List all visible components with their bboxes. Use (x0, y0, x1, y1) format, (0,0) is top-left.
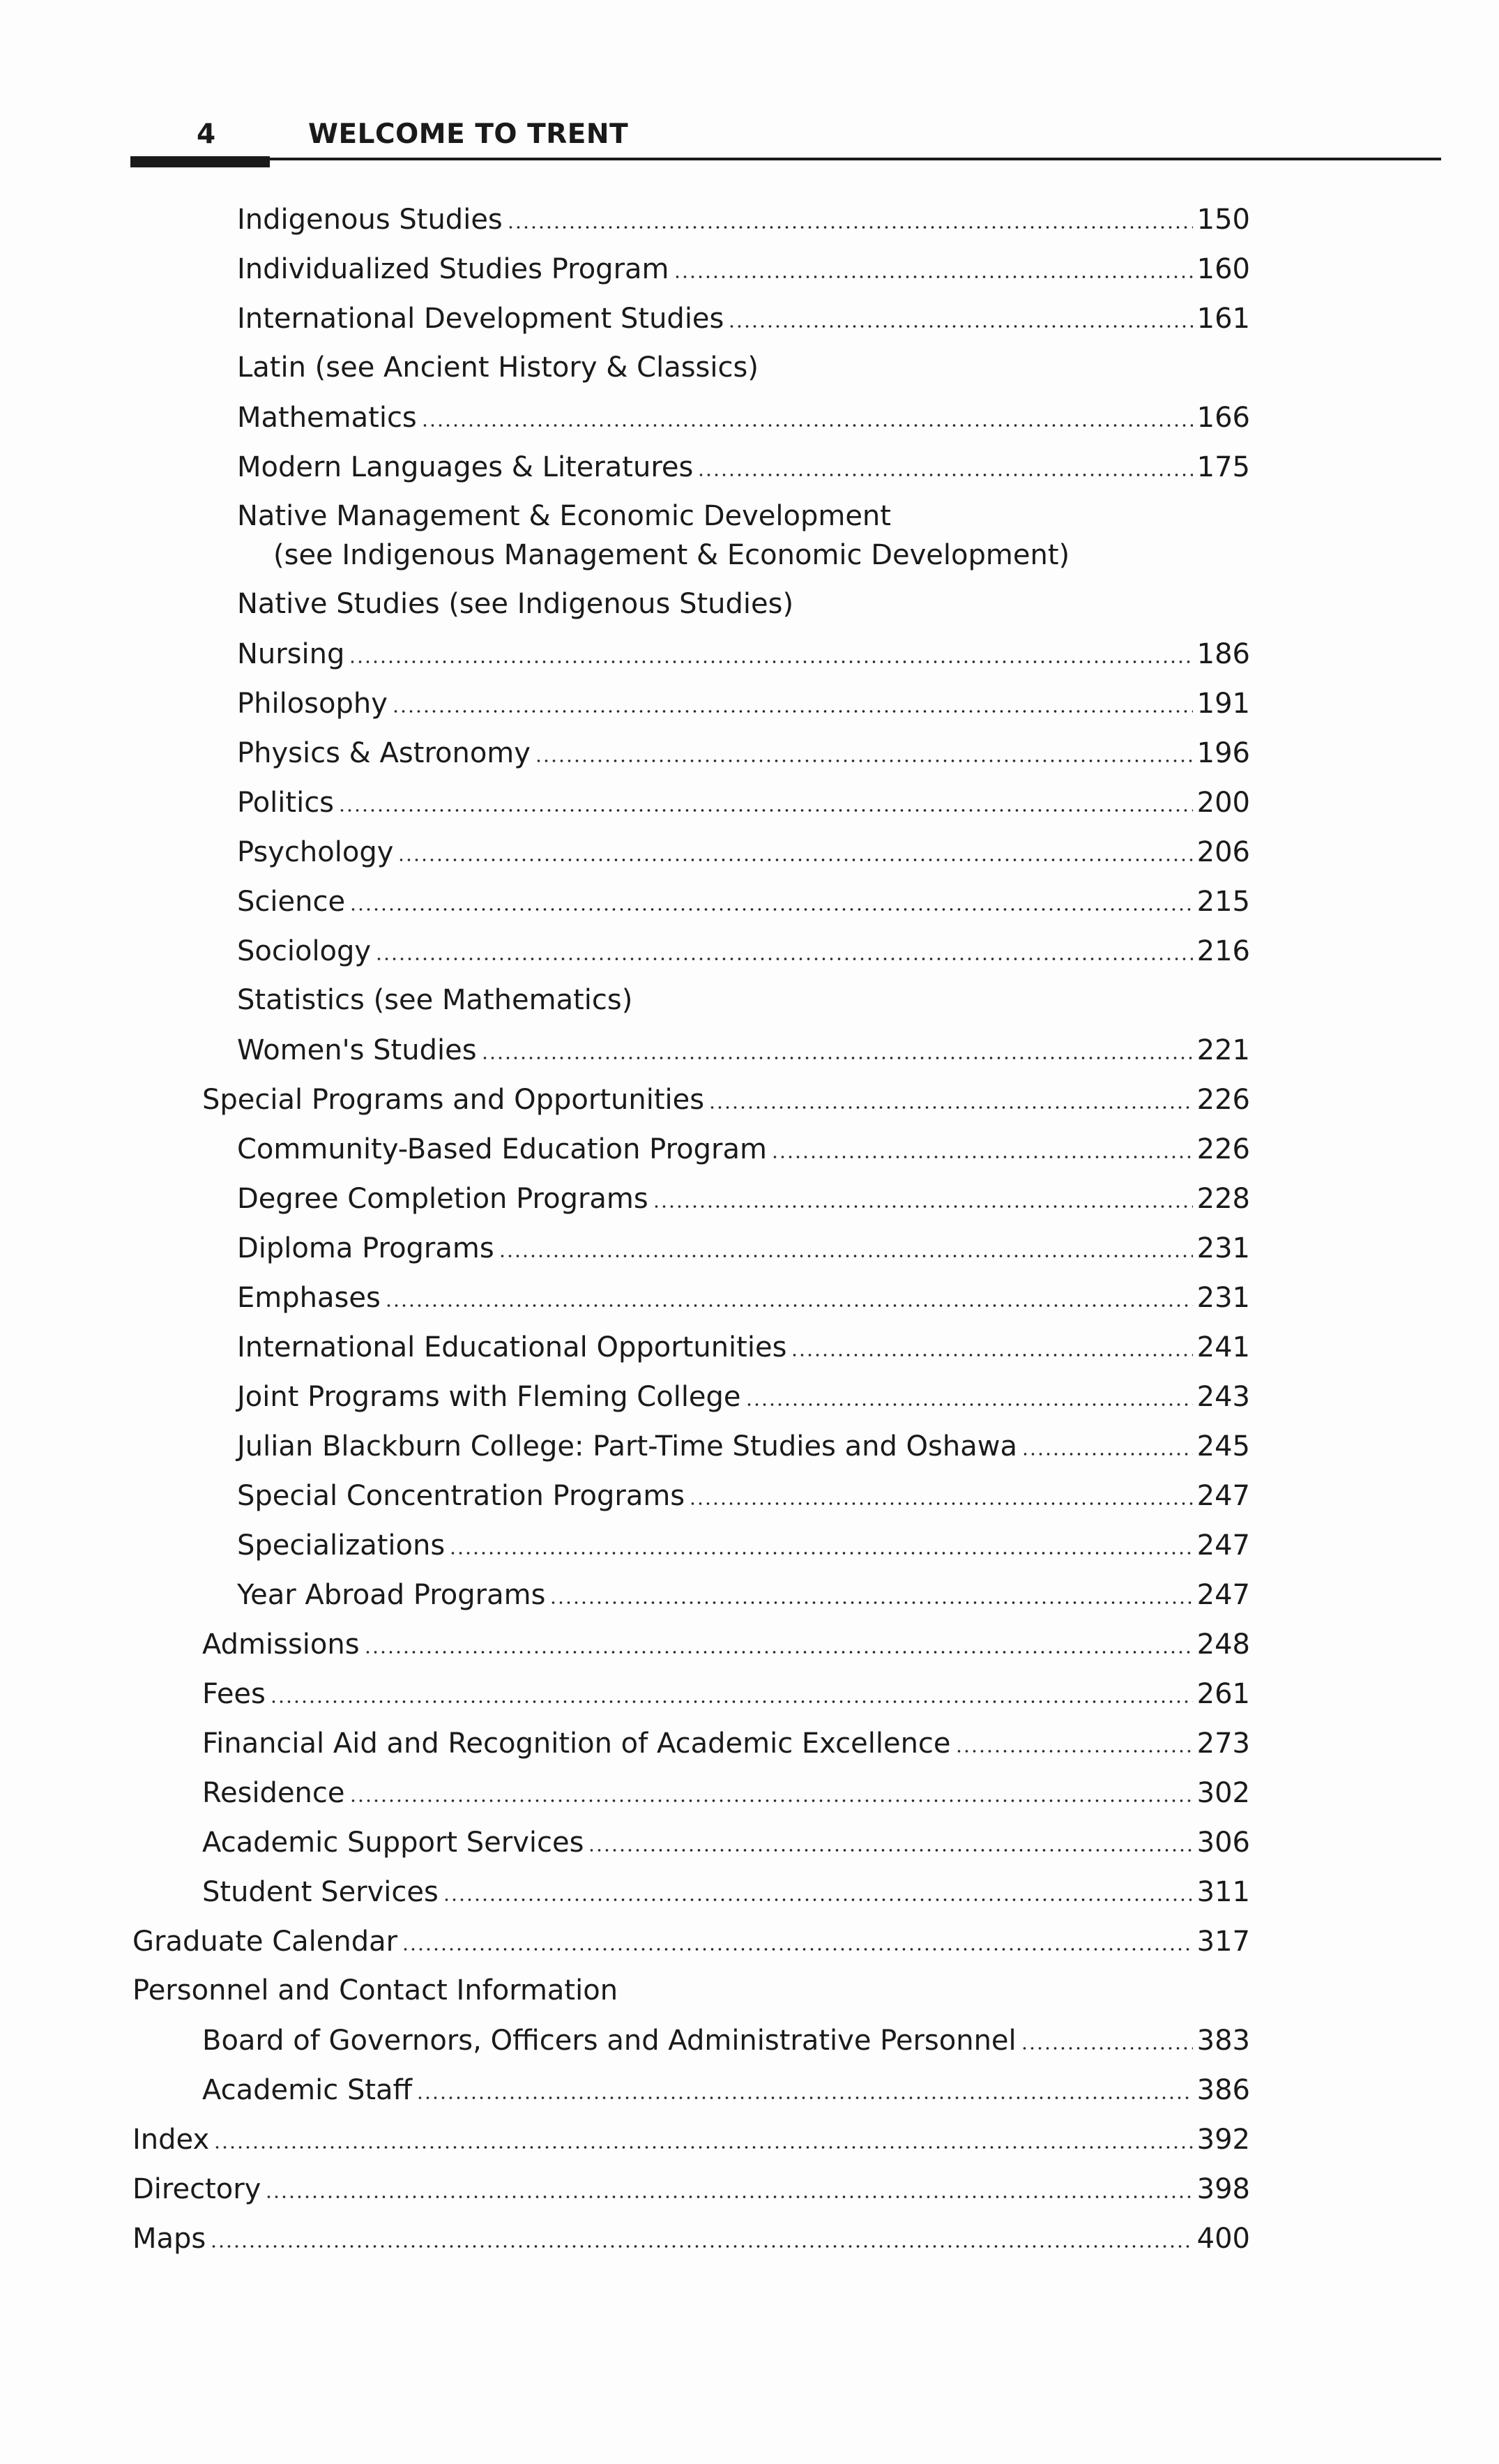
dot-leader (588, 1824, 1192, 1852)
toc-entry-page: 226 (1196, 1084, 1250, 1116)
toc-entry-label: Student Services (202, 1876, 439, 1908)
toc-entry-label: Sociology (237, 935, 372, 967)
dot-leader (443, 1873, 1193, 1901)
dot-leader (745, 1378, 1193, 1406)
toc-entry-page: 386 (1196, 2074, 1250, 2106)
running-title: WELCOME TO TRENT (308, 119, 629, 150)
page-number: 4 (197, 119, 216, 150)
toc-entry (237, 734, 1250, 771)
toc-entry-label: Native Studies (see Indigenous Studies) (237, 588, 794, 620)
dot-leader (364, 1626, 1193, 1654)
toc-entry-page: 400 (1196, 2223, 1250, 2255)
toc-entry-page: 306 (1196, 1827, 1250, 1859)
toc-entry-page: 161 (1196, 303, 1250, 335)
dot-leader (771, 1131, 1193, 1158)
toc-entry (132, 2220, 1250, 2257)
toc-entry-label: Fees (202, 1678, 266, 1710)
toc-entry (237, 300, 1250, 337)
toc-entry-page: 398 (1196, 2173, 1250, 2205)
toc-entry-page: 186 (1196, 638, 1250, 670)
toc-entry (237, 883, 1250, 920)
dot-leader (449, 1527, 1192, 1555)
dot-leader (728, 300, 1192, 328)
toc-entry-page: 317 (1196, 1926, 1250, 1958)
dot-leader (385, 1279, 1193, 1307)
toc-entry (132, 2170, 1250, 2207)
dot-leader (416, 2071, 1193, 2099)
toc-entry-label: Diploma Programs (237, 1232, 494, 1264)
dot-leader (338, 784, 1193, 812)
toc-entry-label: Physics & Astronomy (237, 737, 531, 769)
toc-entry-page: 226 (1196, 1133, 1250, 1165)
dot-leader (499, 1230, 1193, 1257)
toc-entry-label: Special Programs and Opportunities (202, 1084, 705, 1116)
toc-entry-page: 166 (1196, 402, 1250, 434)
header-rule-accent (130, 156, 270, 167)
toc-entry-label: Philosophy (237, 688, 388, 720)
dot-leader (955, 1725, 1193, 1753)
toc-entry (237, 982, 1250, 1018)
toc-entry (237, 833, 1250, 870)
toc-entry-page: 206 (1196, 836, 1250, 868)
dot-leader (210, 2220, 1192, 2248)
toc-entry-label: Julian Blackburn College: Part-Time Studies and Oshawa (237, 1430, 1017, 1462)
toc-entry-label: Nursing (237, 638, 345, 670)
dot-leader (375, 932, 1193, 960)
toc-entry (132, 2121, 1250, 2158)
dot-leader (507, 201, 1193, 229)
toc-entry (237, 201, 1250, 238)
toc-entry-label: Directory (132, 2173, 261, 2205)
toc-entry (237, 784, 1250, 821)
toc-entry-page: 273 (1196, 1728, 1250, 1760)
toc-entry-label: Psychology (237, 836, 394, 868)
toc-entry (202, 1873, 1250, 1910)
toc-entry (202, 1824, 1250, 1861)
toc-entry-label: Residence (202, 1777, 345, 1809)
toc-entry (237, 932, 1250, 969)
dot-leader (349, 883, 1193, 911)
toc-entry-continuation: (see Indigenous Management & Economic Development) (273, 539, 1070, 571)
toc-entry (202, 1774, 1250, 1811)
toc-entry-page: 247 (1196, 1480, 1250, 1512)
toc-entry-page: 383 (1196, 2025, 1250, 2057)
toc-entry-label: Modern Languages & Literatures (237, 451, 694, 483)
toc-entry-label: Graduate Calendar (132, 1926, 398, 1958)
toc-entry-page: 221 (1196, 1034, 1250, 1066)
toc-entry-label: Community-Based Education Program (237, 1133, 767, 1165)
toc-entry-page: 215 (1196, 886, 1250, 918)
toc-entry-page: 175 (1196, 451, 1250, 483)
toc-entry-label: Politics (237, 787, 335, 819)
toc-entry (202, 1725, 1250, 1762)
toc-entry-page: 302 (1196, 1777, 1250, 1809)
toc-entry-label: Specializations (237, 1529, 446, 1562)
dot-leader (791, 1329, 1192, 1356)
dot-leader (421, 399, 1193, 427)
dot-leader (481, 1031, 1193, 1059)
toc-entry (237, 1230, 1250, 1267)
toc-entry (237, 1527, 1250, 1564)
toc-entry-page: 245 (1196, 1430, 1250, 1462)
toc-entry (237, 635, 1250, 672)
dot-leader (213, 2121, 1193, 2149)
toc-entry-label: Joint Programs with Fleming College (237, 1381, 741, 1413)
toc-entry-label: Admissions (202, 1628, 360, 1661)
toc-entry (132, 1923, 1250, 1960)
toc-entry-label: Financial Aid and Recognition of Academic Excellence (202, 1728, 951, 1760)
toc-entry-page: 241 (1196, 1331, 1250, 1363)
toc-entry (237, 1031, 1250, 1068)
toc-entry (202, 2022, 1250, 2059)
toc-entry-page: 196 (1196, 737, 1250, 769)
toc-entry (237, 1131, 1250, 1167)
dot-leader (392, 685, 1193, 713)
dot-leader (549, 1576, 1192, 1604)
toc-entry-label: Emphases (237, 1282, 381, 1314)
dot-leader (689, 1477, 1193, 1505)
toc-entry (202, 1626, 1250, 1663)
toc-entry-label: Latin (see Ancient History & Classics) (237, 352, 759, 384)
toc-entry-page: 392 (1196, 2124, 1250, 2156)
dot-leader (270, 1675, 1193, 1703)
toc-entry (237, 1329, 1250, 1366)
toc-entry-page: 231 (1196, 1232, 1250, 1264)
dot-leader (349, 1774, 1193, 1802)
toc-entry-page: 311 (1196, 1876, 1250, 1908)
toc-entry-label: Academic Staff (202, 2074, 413, 2106)
toc-entry-label: Board of Governors, Officers and Administrative Personnel (202, 2025, 1017, 2057)
toc-entry-label: Degree Completion Programs (237, 1183, 648, 1215)
toc-entry-page: 247 (1196, 1529, 1250, 1562)
toc-entry-label: Personnel and Contact Information (132, 1974, 618, 2006)
toc-entry (237, 1279, 1250, 1316)
toc-entry (237, 1180, 1250, 1217)
toc-entry-label: Individualized Studies Program (237, 253, 669, 285)
toc-entry-label: Statistics (see Mathematics) (237, 984, 633, 1016)
toc-entry-page: 200 (1196, 787, 1250, 819)
toc-entry-label: Women's Studies (237, 1034, 477, 1066)
toc-entry (202, 2071, 1250, 2108)
toc-entry-page: 216 (1196, 935, 1250, 967)
toc-entry-page: 248 (1196, 1628, 1250, 1661)
toc-entry-page: 247 (1196, 1579, 1250, 1611)
toc-entry (237, 1428, 1250, 1465)
page-header (130, 105, 1441, 167)
toc-entry-label: Special Concentration Programs (237, 1480, 685, 1512)
dot-leader (402, 1923, 1193, 1951)
toc-entry-page: 150 (1196, 204, 1250, 236)
dot-leader (349, 635, 1192, 663)
toc-entry-label: Native Management & Economic Development (237, 500, 891, 532)
dot-leader (535, 734, 1193, 762)
toc-entry (237, 1378, 1250, 1415)
toc-entry-page: 228 (1196, 1183, 1250, 1215)
dot-leader (1021, 1428, 1193, 1456)
toc-entry (237, 1477, 1250, 1514)
toc-entry (237, 399, 1250, 436)
toc-entry (237, 349, 1250, 386)
toc-entry-label: Mathematics (237, 402, 417, 434)
toc-entry (237, 586, 1250, 622)
toc-entry (237, 685, 1250, 722)
dot-leader (674, 250, 1193, 278)
toc-entry (237, 1576, 1250, 1613)
toc-entry-page: 261 (1196, 1678, 1250, 1710)
toc-entry-label: Index (132, 2124, 210, 2156)
toc-entry-label: International Educational Opportunities (237, 1331, 787, 1363)
toc-entry (237, 448, 1250, 485)
dot-leader (697, 448, 1192, 476)
dot-leader (1021, 2022, 1193, 2050)
toc-entry (237, 498, 1250, 534)
toc-entry (202, 1675, 1250, 1712)
toc-entry-page: 191 (1196, 688, 1250, 720)
toc-entry-page: 231 (1196, 1282, 1250, 1314)
toc-entry-label: Maps (132, 2223, 206, 2255)
dot-leader (653, 1180, 1193, 1208)
toc-entry (202, 1081, 1250, 1118)
toc-entry (132, 1972, 1250, 2009)
toc-entry (237, 250, 1250, 287)
toc-entry-label: Science (237, 886, 346, 918)
dot-leader (265, 2170, 1192, 2198)
toc-entry-label: International Development Studies (237, 303, 724, 335)
dot-leader (708, 1081, 1193, 1109)
toc-entry-label: Indigenous Studies (237, 204, 503, 236)
header-rule (130, 158, 1441, 160)
toc-entry-label: Year Abroad Programs (237, 1579, 546, 1611)
dot-leader (397, 833, 1192, 861)
toc-entry-label: Academic Support Services (202, 1827, 584, 1859)
toc-entry-page: 160 (1196, 253, 1250, 285)
toc-entry-page: 243 (1196, 1381, 1250, 1413)
